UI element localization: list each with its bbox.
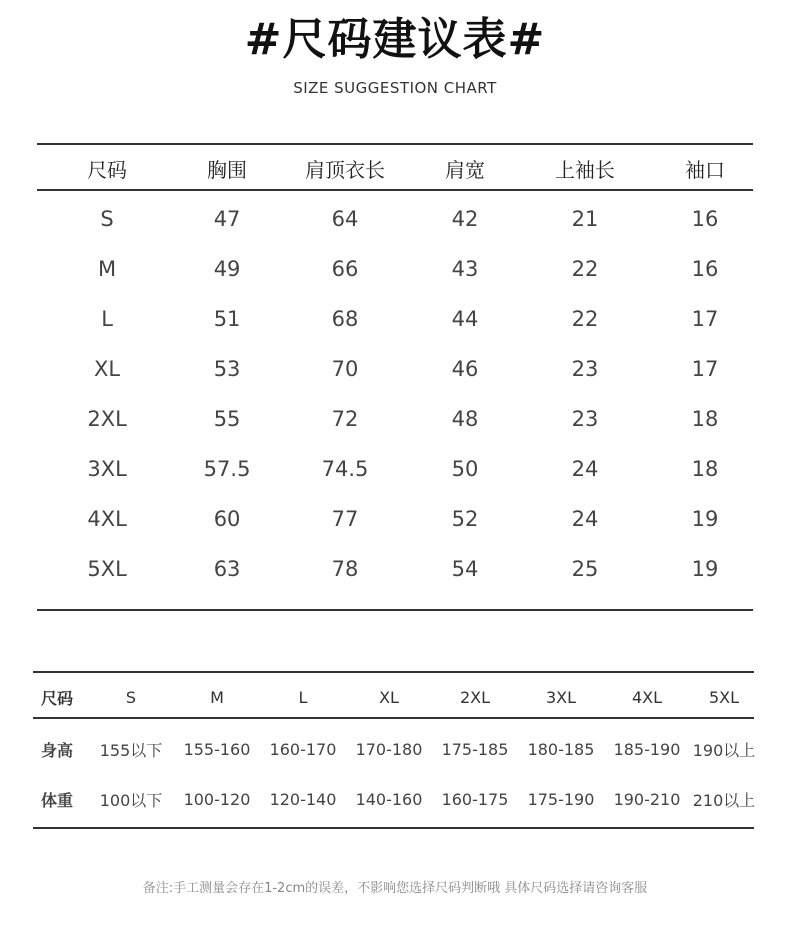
table-cell: 25 <box>571 557 599 581</box>
table-cell: 155以下 <box>99 740 163 760</box>
size-cell: 5XL <box>87 557 127 581</box>
size-header-cell: L <box>298 687 308 707</box>
table-cell: 100-120 <box>183 789 251 809</box>
table-cell: 63 <box>213 557 241 581</box>
size-header-cell: XL <box>379 687 399 707</box>
table-cell: 190以上 <box>692 740 756 760</box>
table-row <box>45 194 765 244</box>
table-cell: 185-190 <box>613 739 681 759</box>
table-cell: 53 <box>213 357 241 381</box>
size-table-header-cell: 肩顶衣长 <box>304 157 385 182</box>
table-cell: 24 <box>571 507 599 531</box>
table-cell: 78 <box>331 557 359 581</box>
table-cell: 190-210 <box>613 789 681 809</box>
size-table-header-row <box>45 145 765 191</box>
table-cell: 18 <box>691 407 719 431</box>
table-cell: 44 <box>451 307 479 331</box>
table-cell: 175-185 <box>441 739 509 759</box>
table-cell: 55 <box>213 407 241 431</box>
table-cell: 19 <box>691 507 719 531</box>
table-row-weight <box>33 774 758 824</box>
table-cell: 50 <box>451 457 479 481</box>
table-row <box>45 244 765 294</box>
table-row-height <box>33 724 758 774</box>
table-cell: 72 <box>331 407 359 431</box>
table-cell: 24 <box>571 457 599 481</box>
size-header-cell: 3XL <box>545 687 577 707</box>
table-cell: 54 <box>451 557 479 581</box>
table-row <box>45 294 765 344</box>
size-cell: 2XL <box>87 407 127 431</box>
table-cell: 18 <box>691 457 719 481</box>
table-cell: 48 <box>451 407 479 431</box>
table-cell: 51 <box>213 307 241 331</box>
page-subtitle: SIZE SUGGESTION CHART <box>293 79 497 97</box>
table-row <box>45 344 765 394</box>
size-cell: M <box>98 257 117 281</box>
size-header-cell: M <box>210 687 224 707</box>
table-cell: 155-160 <box>183 739 251 759</box>
page-title: #尺码建议表# <box>244 14 546 65</box>
table-cell: 52 <box>451 507 479 531</box>
size-table-header-cell: 肩宽 <box>444 157 485 182</box>
table-cell: 57.5 <box>203 457 251 481</box>
size-table-header-cell: 尺码 <box>87 157 128 182</box>
table-cell: 68 <box>331 307 359 331</box>
table-cell: 77 <box>331 507 359 531</box>
table-cell: 16 <box>691 257 719 281</box>
table-row <box>45 494 765 544</box>
row-label-height: 身高 <box>41 740 74 760</box>
size-table-bottom-rule <box>37 609 753 611</box>
table-cell: 170-180 <box>355 739 423 759</box>
size-table-header-cell: 上袖长 <box>554 157 615 182</box>
table-cell: 17 <box>691 307 719 331</box>
table-cell: 23 <box>571 407 599 431</box>
table-cell: 70 <box>331 357 359 381</box>
table-cell: 22 <box>571 257 599 281</box>
size-cell: XL <box>94 357 121 381</box>
table-cell: 175-190 <box>527 789 595 809</box>
table-cell: 160-175 <box>441 789 509 809</box>
table-cell: 21 <box>571 207 599 231</box>
footer-note: 备注:手工测量会存在1-2cm的误差，不影响您选择尺码判断哦 具体尺码选择请咨询客服 <box>142 881 648 896</box>
size-cell: L <box>101 307 113 331</box>
size-header-cell: 4XL <box>631 687 663 707</box>
table-cell: 16 <box>691 207 719 231</box>
recommend-table-header-label: 尺码 <box>41 688 74 708</box>
table-cell: 42 <box>451 207 479 231</box>
size-header-cell: 2XL <box>459 687 491 707</box>
size-cell: S <box>100 207 114 231</box>
table-cell: 66 <box>331 257 359 281</box>
table-cell: 160-170 <box>269 739 337 759</box>
table-cell: 23 <box>571 357 599 381</box>
table-row <box>45 444 765 494</box>
table-cell: 60 <box>213 507 241 531</box>
table-row <box>45 544 765 594</box>
recommend-table-bottom-rule <box>33 827 754 829</box>
table-cell: 43 <box>451 257 479 281</box>
table-cell: 180-185 <box>527 739 595 759</box>
table-cell: 140-160 <box>355 789 423 809</box>
size-header-cell: S <box>125 687 137 707</box>
recommend-table <box>33 673 758 824</box>
table-cell: 17 <box>691 357 719 381</box>
size-table-header-cell: 袖口 <box>684 157 725 182</box>
table-cell: 210以上 <box>692 790 756 810</box>
table-cell: 74.5 <box>321 457 369 481</box>
table-row <box>45 394 765 444</box>
size-table-header-cell: 胸围 <box>207 157 248 182</box>
table-cell: 22 <box>571 307 599 331</box>
table-cell: 49 <box>213 257 241 281</box>
row-label-weight: 体重 <box>41 790 74 810</box>
size-cell: 4XL <box>87 507 127 531</box>
size-header-cell: 5XL <box>708 687 740 707</box>
size-cell: 3XL <box>87 457 127 481</box>
table-cell: 100以下 <box>99 790 163 810</box>
recommend-table-header-row <box>33 673 758 721</box>
table-cell: 64 <box>331 207 359 231</box>
size-table <box>45 145 765 594</box>
table-cell: 46 <box>451 357 479 381</box>
table-cell: 47 <box>213 207 241 231</box>
table-cell: 19 <box>691 557 719 581</box>
table-cell: 120-140 <box>269 789 337 809</box>
